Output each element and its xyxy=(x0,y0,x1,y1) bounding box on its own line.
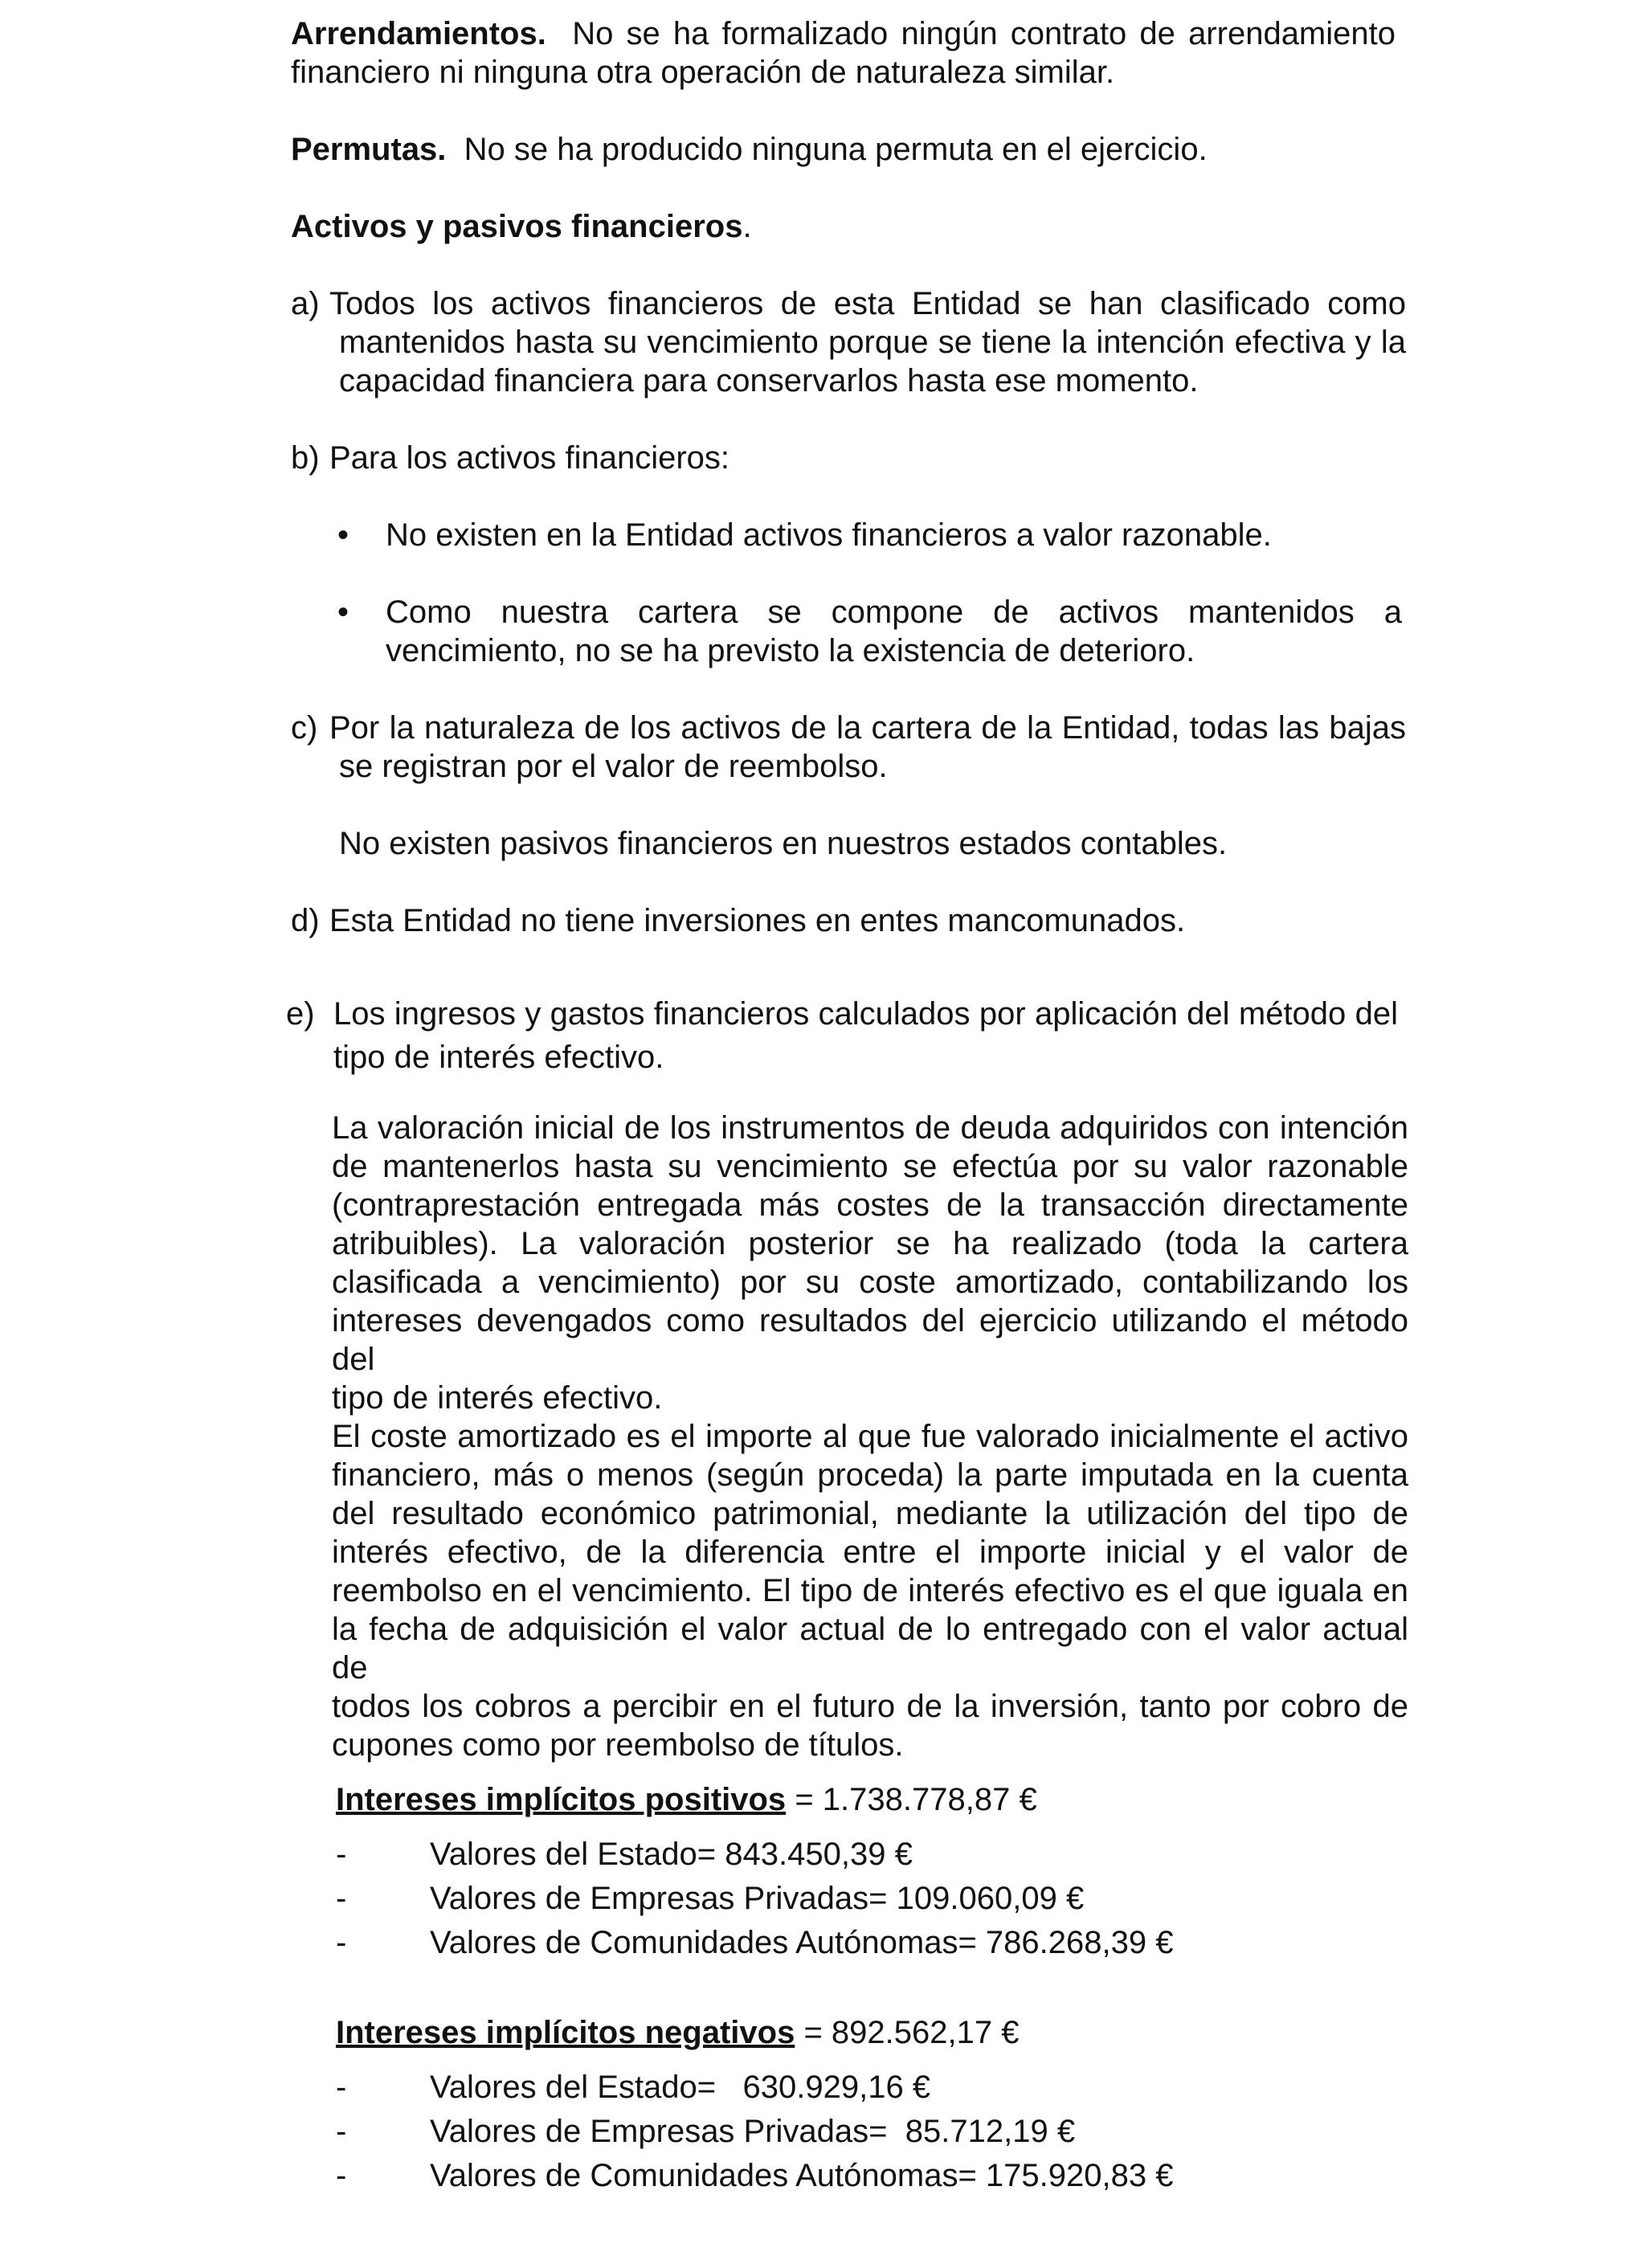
activos-heading xyxy=(291,207,1396,246)
negativos-item-estado: Valores del Estado= 630.929,16 € xyxy=(430,2070,931,2105)
bullet-2-icon: • xyxy=(337,595,349,630)
positivos-item-comunidades: Valores de Comunidades Autónomas= 786.268,39 € xyxy=(430,1925,1174,1960)
para1-line: La valoración inicial de los instrumentos de deuda adquiridos con intención xyxy=(332,1110,1408,1146)
activos-heading-bold: Activos y pasivos financieros xyxy=(291,209,743,244)
positivos-heading-line xyxy=(336,1780,1037,1819)
item-a-line2 xyxy=(339,323,1406,362)
para2-line: reembolso en el vencimiento. El tipo de interés efectivo es el que iguala en xyxy=(332,1573,1408,1608)
item-b-bullet1 xyxy=(386,516,1406,554)
negativos-dash-3: - xyxy=(336,2158,347,2193)
item-d-label: d) xyxy=(291,903,320,938)
negativos-heading-line xyxy=(336,2013,1019,2052)
item-b-text xyxy=(329,439,1406,477)
arrendamientos-paragraph xyxy=(291,14,1396,53)
item-c-line2 xyxy=(339,747,1406,786)
arrendamientos-line2: financiero ni ninguna otra operación de naturaleza similar. xyxy=(291,55,1115,90)
item-b-text-content: Para los activos financieros: xyxy=(329,440,730,476)
item-c-extra-text: No existen pasivos financieros en nuestros estados contables. xyxy=(339,826,1228,861)
para1-line: (contraprestación entregada más costes de la transacción directamente xyxy=(332,1187,1408,1223)
item-a-line3-text: capacidad financiera para conservarlos hasta ese momento. xyxy=(339,363,1199,398)
item-c-label: c) xyxy=(291,710,318,746)
negativos-total: = 892.562,17 € xyxy=(803,2015,1020,2050)
item-c-extra xyxy=(339,824,1406,863)
negativos-heading: Intereses implícitos negativos xyxy=(336,2015,795,2050)
item-a-label: a) xyxy=(291,286,320,321)
item-e-line1-text: Los ingresos y gastos financieros calculados por aplicación del método del xyxy=(333,996,1398,1032)
item-b-label: b) xyxy=(291,440,320,476)
item-d-text xyxy=(329,901,1406,940)
item-e-line2 xyxy=(333,1038,1398,1077)
item-b-bullet2-line2-text: vencimiento, no se ha previsto la existencia de deterioro. xyxy=(386,633,1195,668)
para1-line: tipo de interés efectivo. xyxy=(332,1380,663,1416)
item-a-line1-text: Todos los activos financieros de esta Entidad se han clasificado como xyxy=(329,286,1406,321)
arrendamientos-title: Arrendamientos. xyxy=(291,16,546,51)
item-e-para2 xyxy=(332,1417,1408,1764)
permutas-text: No se ha producido ninguna permuta en el ejercicio. xyxy=(464,132,1208,167)
para2-line: financiero, más o menos (según proceda) la parte imputada en la cuenta xyxy=(332,1457,1408,1493)
activos-heading-tail: . xyxy=(742,209,752,244)
para1-line: intereses devengados como resultados del ejercicio utilizando el método del xyxy=(332,1303,1408,1377)
bullet-1-icon: • xyxy=(337,517,349,553)
para2-line: todos los cobros a percibir en el futuro de la inversión, tanto por cobro de xyxy=(332,1689,1408,1724)
item-e-line1 xyxy=(333,995,1398,1033)
arrendamientos-line2-block xyxy=(291,53,1396,92)
permutas-title: Permutas. xyxy=(291,132,447,167)
positivos-total: = 1.738.778,87 € xyxy=(795,1782,1037,1817)
positivos-dash-2: - xyxy=(336,1881,347,1916)
arrendamientos-line1: No se ha formalizado ningún contrato de arrendamiento xyxy=(572,16,1396,51)
item-a-line2-text: mantenidos hasta su vencimiento porque se tiene la intención efectiva y la xyxy=(339,325,1406,360)
para1-line: de mantenerlos hasta su vencimiento se efectúa por su valor razonable xyxy=(332,1149,1408,1184)
negativos-item-comunidades: Valores de Comunidades Autónomas= 175.920,83 € xyxy=(430,2158,1174,2193)
item-a-line3 xyxy=(339,362,1406,400)
positivos-dash-3: - xyxy=(336,1925,347,1960)
item-c-line2-text: se registran por el valor de reembolso. xyxy=(339,749,888,784)
item-c-line1 xyxy=(329,709,1406,747)
permutas-paragraph xyxy=(291,130,1396,169)
para1-line: clasificada a vencimiento) por su coste amortizado, contabilizando los xyxy=(332,1265,1408,1300)
item-a-line1 xyxy=(329,284,1406,323)
positivos-item-empresas: Valores de Empresas Privadas= 109.060,09 € xyxy=(430,1881,1085,1916)
item-b-bullet2-line2 xyxy=(386,631,1402,670)
item-e-line2-text: tipo de interés efectivo. xyxy=(333,1040,664,1075)
item-b-bullet2-line1-text: Como nuestra cartera se compone de activos mantenidos a xyxy=(386,595,1402,630)
item-e-para1 xyxy=(332,1109,1408,1417)
negativos-dash-1: - xyxy=(336,2070,347,2105)
para2-line: interés efectivo, de la diferencia entre el importe inicial y el valor de xyxy=(332,1534,1408,1570)
para2-line: cupones como por reembolso de títulos. xyxy=(332,1727,904,1763)
para1-line: atribuibles). La valoración posterior se ha realizado (toda la cartera xyxy=(332,1226,1408,1261)
item-e-label: e) xyxy=(286,996,315,1032)
para2-line: del resultado económico patrimonial, mediante la utilización del tipo de xyxy=(332,1496,1408,1531)
positivos-item-estado: Valores del Estado= 843.450,39 € xyxy=(430,1837,913,1872)
positivos-dash-1: - xyxy=(336,1837,347,1872)
negativos-item-empresas: Valores de Empresas Privadas= 85.712,19 € xyxy=(430,2114,1076,2149)
positivos-heading: Intereses implícitos positivos xyxy=(336,1782,787,1817)
para2-line: El coste amortizado es el importe al que fue valorado inicialmente el activo xyxy=(332,1419,1408,1454)
item-b-bullet1-text: No existen en la Entidad activos financieros a valor razonable. xyxy=(386,517,1272,553)
item-b-bullet2-line1 xyxy=(386,593,1402,631)
para2-line: la fecha de adquisición el valor actual de lo entregado con el valor actual de xyxy=(332,1612,1408,1686)
item-c-line1-text: Por la naturaleza de los activos de la cartera de la Entidad, todas las bajas xyxy=(329,710,1406,746)
item-d-text-content: Esta Entidad no tiene inversiones en entes mancomunados. xyxy=(329,903,1186,938)
negativos-dash-2: - xyxy=(336,2114,347,2149)
